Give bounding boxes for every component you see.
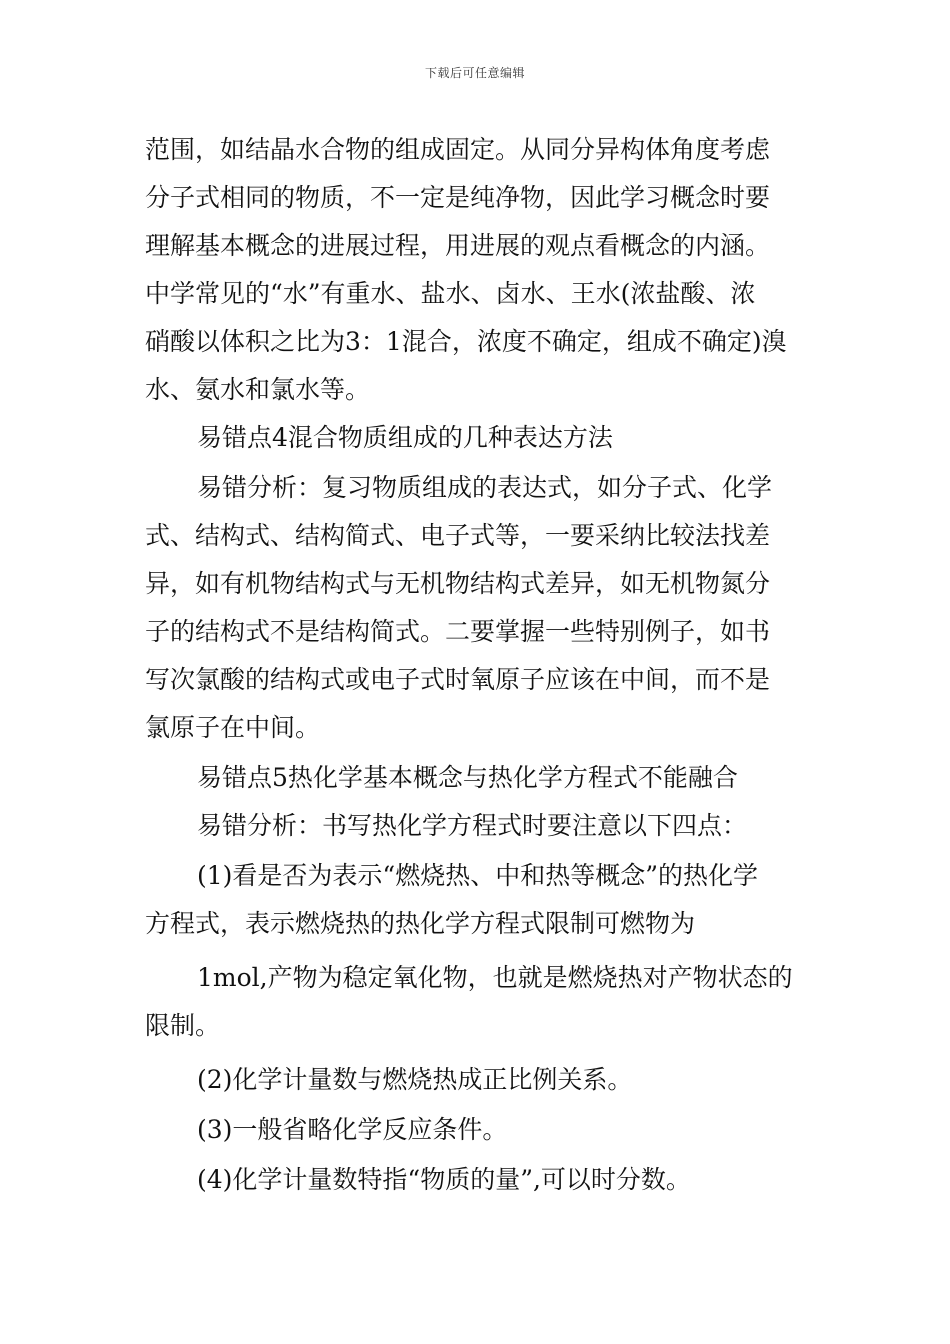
- paragraph-line: 异，如有机物结构式与无机物结构式差异，如无机物氮分: [145, 569, 771, 598]
- list-item: (4)化学计量数特指“物质的量”,可以时分数。: [197, 1165, 691, 1194]
- paragraph-line: 子的结构式不是结构简式。二要掌握一些特别例子，如书: [145, 617, 771, 646]
- paragraph-line: 方程式，表示燃烧热的热化学方程式限制可燃物为: [145, 909, 696, 938]
- paragraph-line: 易错分析：书写热化学方程式时要注意以下四点：: [197, 811, 748, 840]
- list-item: (1)看是否为表示“燃烧热、中和热等概念”的热化学: [197, 861, 758, 890]
- paragraph-line: 硝酸以体积之比为3：1混合，浓度不确定，组成不确定)溴: [145, 327, 787, 356]
- section-heading: 易错点5热化学基本概念与热化学方程式不能融合: [197, 763, 738, 792]
- paragraph-line: 氯原子在中间。: [145, 713, 321, 742]
- paragraph-line: 范围，如结晶水合物的组成固定。从同分异构体角度考虑: [145, 135, 771, 164]
- paragraph-line: 分子式相同的物质，不一定是纯净物，因此学习概念时要: [145, 183, 771, 212]
- document-body: [145, 126, 815, 1204]
- paragraph-line: 中学常见的“水”有重水、盐水、卤水、王水(浓盐酸、浓: [145, 279, 756, 308]
- paragraph-line: 水、氨水和氯水等。: [145, 375, 371, 404]
- list-item: (3)一般省略化学反应条件。: [197, 1115, 508, 1144]
- list-item: (2)化学计量数与燃烧热成正比例关系。: [197, 1065, 633, 1094]
- paragraph-line: 易错分析：复习物质组成的表达式，如分子式、化学: [197, 473, 773, 502]
- section-heading: 易错点4混合物质组成的几种表达方法: [197, 423, 613, 452]
- paragraph-line: 式、结构式、结构简式、电子式等，一要采纳比较法找差: [145, 521, 771, 550]
- page-header: 下载后可任意编辑: [424, 66, 525, 80]
- paragraph-line: 理解基本概念的进展过程，用进展的观点看概念的内涵。: [145, 231, 771, 260]
- paragraph-line: 1mol,产物为稳定氧化物，也就是燃烧热对产物状态的: [197, 963, 793, 992]
- paragraph-line: 限制。: [145, 1011, 221, 1040]
- paragraph-line: 写次氯酸的结构式或电子式时氧原子应该在中间，而不是: [145, 665, 771, 694]
